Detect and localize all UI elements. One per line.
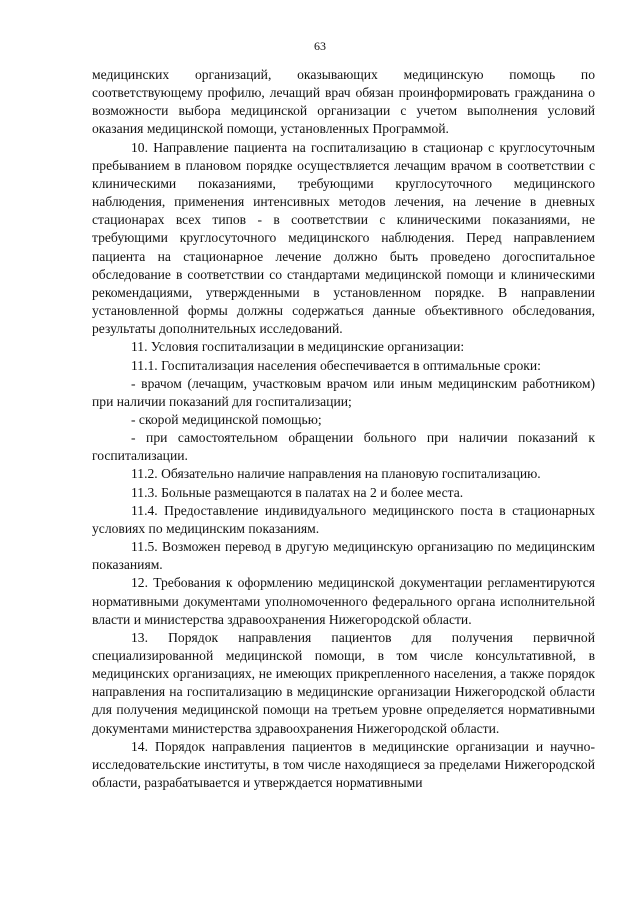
list-item-doctor: - врачом (лечащим, участковым врачом или иным медицинским работником) при наличии показаний для госпитализации;	[92, 375, 595, 409]
document-body	[92, 66, 595, 792]
paragraph-11-1: 11.1. Госпитализация населения обеспечивается в оптимальные сроки:	[131, 357, 541, 373]
page-number: 63	[314, 39, 326, 53]
paragraph-11-3: 11.3. Больные размещаются в палатах на 2 и более места.	[131, 484, 464, 500]
paragraph-10: 10. Направление пациента на госпитализацию в стационар с круглосуточным пребыванием в плановом порядке осуществляется лечащим врачом в соответствии с клиническими показаниями, требующими круглосуточного медицинского наблюдения, применения интенсивных методов лечения, на лечение в дневных стационарах всех типов - в соответствии с клиническими показаниями, не требующими круглосуточного медицинского наблюдения. Перед направлением пациента на стационарное лечение должно быть проведено догоспитальное обследование в соответствии со стандартами медицинской помощи и клиническими рекомендациями, утвержденными в установленном порядке. В направлении установленной формы должны содержаться данные объективного обследования, результаты дополнительных исследований.	[92, 139, 595, 337]
paragraph-13: 13. Порядок направления пациентов для получения первичной специализированной медицинской помощи, в том числе консультативной, в медицинских организациях, не имеющих прикрепленного населения, а также порядок направления на госпитализацию в медицинские организации Нижегородской области для получения медицинской помощи на третьем уровне определяется нормативными документами министерства здравоохранения Нижегородской области.	[92, 629, 595, 736]
list-item-ambulance: - скорой медицинской помощью;	[131, 411, 322, 427]
paragraph-11: 11. Условия госпитализации в медицинские организации:	[131, 339, 465, 355]
list-item-self-referral: - при самостоятельном обращении больного при наличии показаний к госпитализации.	[92, 430, 595, 464]
paragraph-11-5: 11.5. Возможен перевод в другую медицинскую организацию по медицинским показаниям.	[92, 539, 595, 573]
paragraph-continued: медицинских организаций, оказывающих медицинскую помощь по соответствующему профилю, лечащий врач обязан проинформировать гражданина о возможности выбора медицинской организации с учетом выполнения условий оказания медицинской помощи, установленных Программой.	[92, 67, 595, 137]
paragraph-11-2: 11.2. Обязательно наличие направления на плановую госпитализацию.	[131, 466, 541, 482]
paragraph-14: 14. Порядок направления пациентов в медицинские организации и научно-исследовательские институты, в том числе находящиеся за пределами Нижегородской области, разрабатывается и утверждается нормативными	[92, 738, 595, 791]
paragraph-11-4: 11.4. Предоставление индивидуального медицинского поста в стационарных условиях по медицинским показаниям.	[92, 502, 595, 536]
paragraph-12: 12. Требования к оформлению медицинской документации регламентируются нормативными документами уполномоченного федерального органа исполнительной власти и министерства здравоохранения Нижегородской области.	[92, 575, 595, 627]
